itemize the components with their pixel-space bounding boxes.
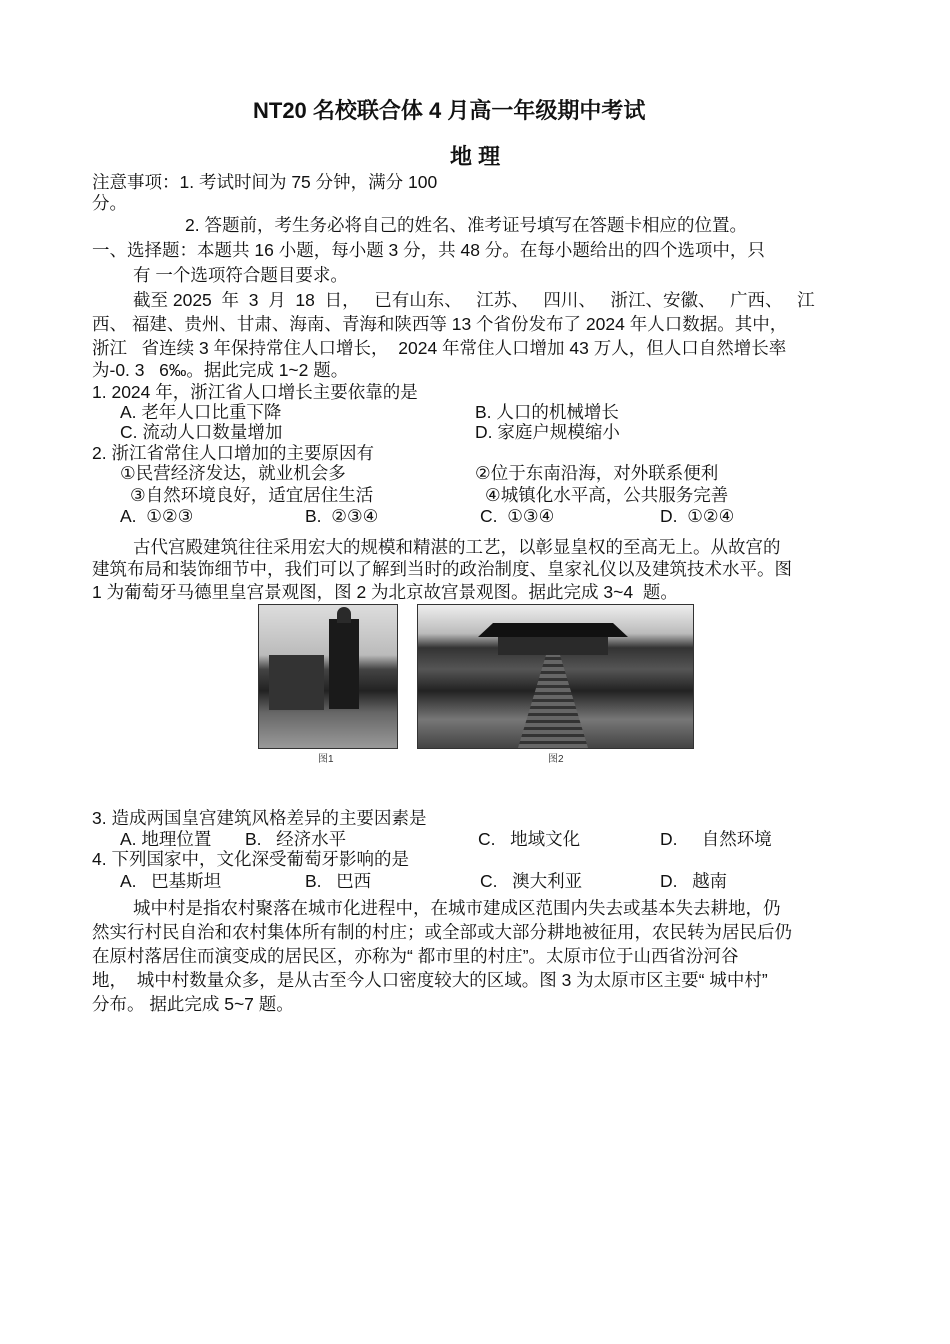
option-c: C. 地域文化 — [478, 829, 581, 849]
passage-line: 浙江 省连续 3 年保持常住人口增长， 2024 年常住人口增加 43 万人，但人口自然增长率 — [92, 338, 787, 358]
passage-line: 古代宫殿建筑往往采用宏大的规模和精湛的工艺，以彰显皇权的至高无上。从故宫的 — [133, 537, 781, 557]
section-heading: 一、选择题：本题共 16 小题，每小题 3 分，共 48 分。在每小题给出的四个选项中，只 — [92, 240, 765, 260]
passage-line: 建筑布局和装饰细节中，我们可以了解到当时的政治制度、皇家礼仪以及建筑技术水平。图 — [92, 559, 792, 579]
option-a: A. 巴基斯坦 — [120, 871, 222, 891]
passage-line: 1 为葡萄牙马德里皇宫景观图，图 2 为北京故宫景观图。据此完成 3~4 题。 — [92, 582, 678, 602]
question-stem: 3. 造成两国皇宫建筑风格差异的主要因素是 — [92, 808, 427, 828]
passage-line: 然实行村民自治和农村集体所有制的村庄；或全部或大部分耕地被征用，农民转为居民后仍 — [92, 922, 792, 942]
section-heading: 有 一个选项符合题目要求。 — [133, 265, 348, 285]
question-stem: 1. 2024 年，浙江省人口增长主要依靠的是 — [92, 382, 418, 402]
figure-2-caption: 图2 — [548, 754, 564, 765]
passage-line: 地， 城中村数量众多，是从古至今人口密度较大的区域。图 3 为太原市区主要“ 城中村” — [92, 970, 768, 990]
passage-line: 分布。 据此完成 5~7 题。 — [92, 994, 294, 1014]
question-stem: 4. 下列国家中，文化深受葡萄牙影响的是 — [92, 849, 409, 869]
statement: ①民营经济发达，就业机会多 — [120, 463, 346, 483]
option-b: B. 人口的机械增长 — [475, 402, 619, 422]
question-stem: 2. 浙江省常住人口增加的主要原因有 — [92, 443, 374, 463]
option-a: A. 地理位置 — [120, 829, 212, 849]
option-d: D. 家庭户规模缩小 — [475, 422, 620, 442]
notes-line: 2. 答题前，考生务必将自己的姓名、准考证号填写在答题卡相应的位置。 — [185, 215, 747, 235]
madrid-palace-photo — [258, 604, 398, 749]
notes-line: 分。 — [92, 193, 127, 213]
statement: ③自然环境良好，适宜居住生活 — [130, 485, 374, 505]
option-b: B. 巴西 — [305, 871, 372, 891]
option-b: B. ②③④ — [305, 506, 379, 526]
notes-line: 注意事项：1. 考试时间为 75 分钟，满分 100 — [92, 172, 438, 192]
option-c: C. 流动人口数量增加 — [120, 422, 283, 442]
option-c: C. 澳大利亚 — [480, 871, 583, 891]
forbidden-city-photo — [417, 604, 694, 749]
option-a: A. 老年人口比重下降 — [120, 402, 282, 422]
option-c: C. ①③④ — [480, 506, 555, 526]
option-d: D. 自然环境 — [660, 829, 772, 849]
passage-line: 城中村是指农村聚落在城市化进程中，在城市建成区范围内失去或基本失去耕地，仍 — [133, 898, 781, 918]
passage-line: 为-0. 3 6‰。据此完成 1~2 题。 — [92, 360, 349, 380]
passage-line: 在原村落居住而演变成的居民区，亦称为“ 都市里的村庄”。太原市位于山西省汾河谷 — [92, 946, 739, 966]
passage-line: 截至 2025 年 3 月 18 日， 已有山东、 江苏、 四川、 浙江、安徽、 广西、 江 — [133, 290, 815, 310]
exam-title: NT20 名校联合体 4 月高一年级期中考试 — [253, 98, 646, 123]
figure-1-caption: 图1 — [318, 754, 334, 765]
option-a: A. ①②③ — [120, 506, 194, 526]
option-b: B. 经济水平 — [245, 829, 347, 849]
statement: ②位于东南沿海，对外联系便利 — [475, 463, 719, 483]
passage-line: 西、 福建、贵州、甘肃、海南、青海和陕西等 13 个省份发布了 2024 年人口数据。其中， — [92, 314, 788, 334]
statement: ④城镇化水平高，公共服务完善 — [485, 485, 729, 505]
option-d: D. ①②④ — [660, 506, 735, 526]
subject-title: 地 理 — [450, 144, 501, 169]
option-d: D. 越南 — [660, 871, 728, 891]
